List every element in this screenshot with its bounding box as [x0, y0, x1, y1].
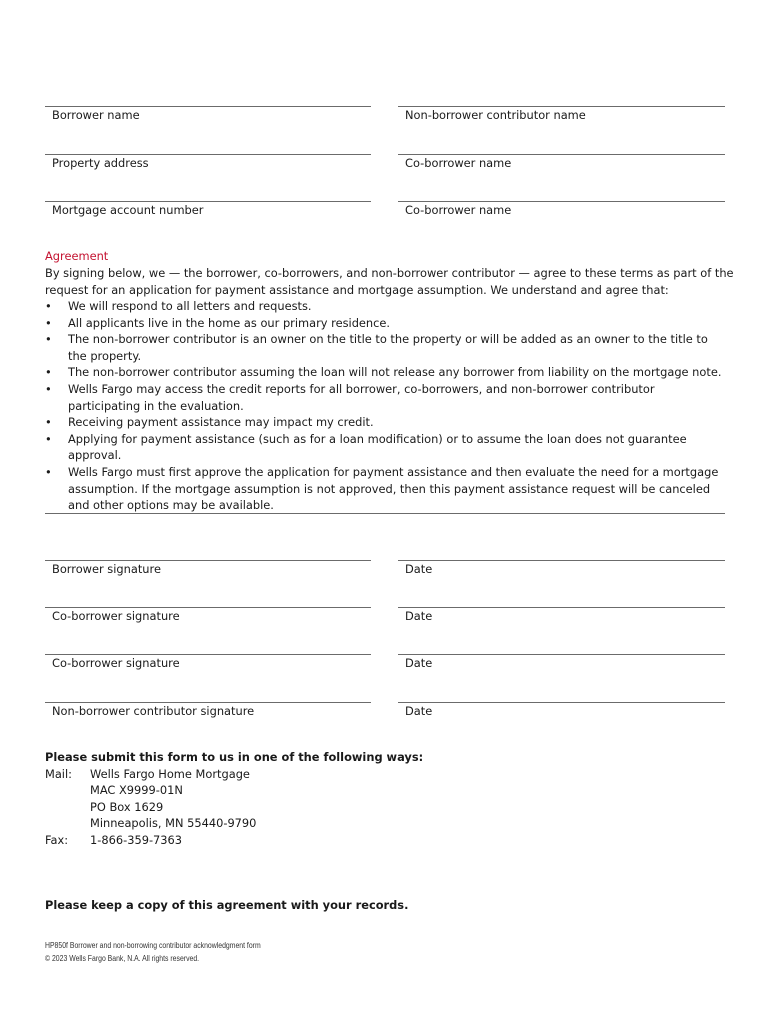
co-borrower-date-field[interactable] [398, 607, 725, 623]
co-borrower-signature-field-2[interactable] [45, 654, 371, 670]
bullet-icon: • [45, 299, 52, 313]
co-borrower-signature-field[interactable] [45, 607, 371, 623]
field-label: Co-borrower name [405, 156, 512, 170]
address-line: Wells Fargo Home Mortgage [90, 766, 250, 781]
list-item [45, 331, 725, 364]
footer [45, 940, 261, 965]
field-label: Non-borrower contributor name [405, 108, 586, 122]
term-text: The non-borrower contributor is an owner on the title to the property or will be added as an owner to the title to the property. [68, 332, 708, 363]
bullet-icon: • [45, 431, 52, 446]
list-item [45, 364, 725, 381]
list-item [45, 298, 725, 315]
field-label: Date [405, 704, 433, 718]
non-borrower-contributor-date-field[interactable] [398, 702, 725, 718]
field-label: Mortgage account number [52, 203, 204, 217]
field-label: Date [405, 609, 433, 623]
field-label: Co-borrower signature [52, 609, 180, 623]
field-label: Borrower name [52, 108, 140, 122]
list-item [45, 315, 725, 332]
section-divider [45, 513, 725, 514]
field-label: Co-borrower name [405, 203, 512, 217]
fax-label: Fax: [45, 832, 69, 847]
list-item [45, 464, 725, 514]
bullet-icon: • [45, 332, 52, 347]
bullet-icon: • [45, 315, 52, 330]
term-text: The non-borrower contributor assuming the loan will not release any borrower from liability on the mortgage note. [68, 365, 722, 380]
address-line: MAC X9999-01N [90, 783, 183, 798]
mail-label: Mail: [45, 766, 72, 781]
field-label: Co-borrower signature [52, 656, 180, 670]
bullet-icon: • [45, 381, 52, 396]
property-address-field[interactable] [45, 154, 371, 170]
term-text: Applying for payment assistance (such as for a loan modification) or to assume the loan does not guarantee approval. [68, 431, 687, 463]
submission-info [45, 749, 423, 849]
keep-copy-notice: Please keep a copy of this agreement with your records. [45, 898, 409, 912]
copyright: © 2023 Wells Fargo Bank, N.A. All rights reserved. [45, 953, 200, 963]
address-line: PO Box 1629 [90, 799, 164, 814]
submission-heading: Please submit this form to us in one of the following ways: [45, 750, 424, 764]
term-text: We will respond to all letters and requests. [68, 299, 312, 313]
non-borrower-contributor-signature-field[interactable] [45, 702, 371, 718]
field-label: Non-borrower contributor signature [52, 704, 255, 718]
co-borrower-name-field[interactable] [398, 154, 725, 170]
borrower-name-field[interactable] [45, 106, 371, 122]
agreement-intro: By signing below, we — the borrower, co-borrowers, and non-borrower contributor — agree to these terms as part of the request for an application for payment assistance and mortgage assumption. We understand and agree that: [45, 266, 734, 297]
mail-row [45, 766, 423, 832]
mail-address [90, 766, 256, 832]
field-label: Date [405, 656, 433, 670]
bullet-icon: • [45, 464, 52, 479]
term-text: Receiving payment assistance may impact my credit. [68, 415, 374, 430]
field-label: Property address [52, 156, 149, 170]
bullet-icon: • [45, 365, 52, 380]
agreement-terms-list [45, 298, 725, 514]
list-item [45, 431, 725, 464]
term-text: All applicants live in the home as our primary residence. [68, 315, 391, 330]
term-text: Wells Fargo must first approve the application for payment assistance and then evaluate the need for a mortgage assumption. If the mortgage assumption is not approved, then this payment assistance request will be canceled and other options may be available. [68, 464, 719, 513]
co-borrower-name-field-2[interactable] [398, 201, 725, 217]
list-item [45, 381, 725, 414]
fax-row [45, 832, 423, 849]
mortgage-account-number-field[interactable] [45, 201, 371, 217]
borrower-date-field[interactable] [398, 560, 725, 576]
field-label: Borrower signature [52, 562, 161, 576]
fax-number: 1-866-359-7363 [90, 832, 183, 847]
term-text: Wells Fargo may access the credit reports for all borrower, co-borrowers, and non-borrower contributor participating in the evaluation. [68, 381, 655, 413]
non-borrower-contributor-name-field[interactable] [398, 106, 725, 122]
agreement-title: Agreement [45, 249, 109, 263]
co-borrower-date-field-2[interactable] [398, 654, 725, 670]
borrower-signature-field[interactable] [45, 560, 371, 576]
bullet-icon: • [45, 415, 52, 430]
address-line: Minneapolis, MN 55440-9790 [90, 816, 257, 831]
form-id: HP850f Borrower and non-borrowing contributor acknowledgment form [45, 941, 261, 950]
list-item [45, 414, 725, 431]
field-label: Date [405, 562, 433, 576]
